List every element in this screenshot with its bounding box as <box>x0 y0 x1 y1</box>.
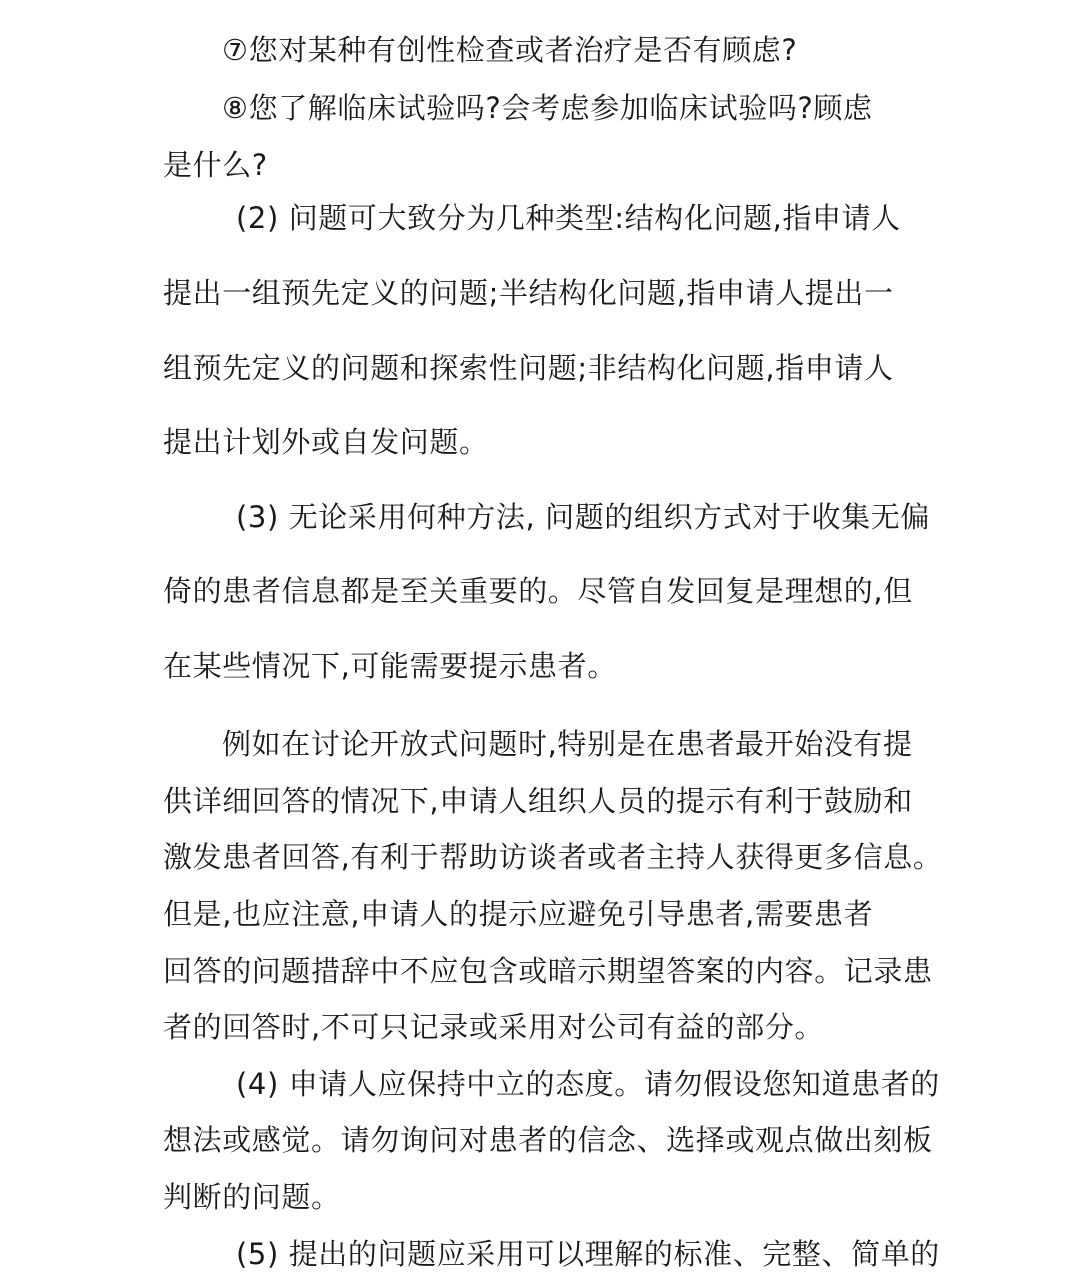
line-para-3-cont-2: 在某些情况下,可能需要提示患者。 <box>163 649 617 683</box>
line-para-2-cont-2: 组预先定义的问题和探索性问题;非结构化问题,指申请人 <box>163 351 894 385</box>
line-example-cont-5: 者的回答时,不可只记录或采用对公司有益的部分。 <box>163 1010 825 1044</box>
line-para-3-cont-1: 倚的患者信息都是至关重要的。尽管自发回复是理想的,但 <box>163 574 913 608</box>
line-para-3-start: (3) 无论采用何种方法, 问题的组织方式对于收集无偏 <box>236 500 930 534</box>
line-question-7: ⑦您对某种有创性检查或者治疗是否有顾虑? <box>222 33 798 67</box>
line-para-4-cont-1: 想法或感觉。请勿询问对患者的信念、选择或观点做出刻板 <box>163 1123 933 1157</box>
line-example-cont-1: 供详细回答的情况下,申请人组织人员的提示有利于鼓励和 <box>163 784 913 818</box>
line-question-8-cont: 是什么? <box>163 148 268 182</box>
line-example-cont-2: 激发患者回答,有利于帮助访谈者或者主持人获得更多信息。 <box>163 840 943 874</box>
line-para-2-cont-1: 提出一组预先定义的问题;半结构化问题,指申请人提出一 <box>163 276 894 310</box>
line-para-5-start: (5) 提出的问题应采用可以理解的标准、完整、简单的 <box>236 1237 940 1271</box>
line-example-cont-4: 回答的问题措辞中不应包含或暗示期望答案的内容。记录患 <box>163 954 933 988</box>
line-para-2-start: (2) 问题可大致分为几种类型:结构化问题,指申请人 <box>236 201 901 235</box>
line-para-4-cont-2: 判断的问题。 <box>163 1180 341 1214</box>
line-para-2-cont-3: 提出计划外或自发问题。 <box>163 425 489 459</box>
line-para-4-start: (4) 申请人应保持中立的态度。请勿假设您知道患者的 <box>236 1067 940 1101</box>
line-question-8: ⑧您了解临床试验吗?会考虑参加临床试验吗?顾虑 <box>222 91 873 125</box>
line-example-start: 例如在讨论开放式问题时,特别是在患者最开始没有提 <box>222 727 913 761</box>
line-example-cont-3: 但是,也应注意,申请人的提示应避免引导患者,需要患者 <box>163 897 874 931</box>
